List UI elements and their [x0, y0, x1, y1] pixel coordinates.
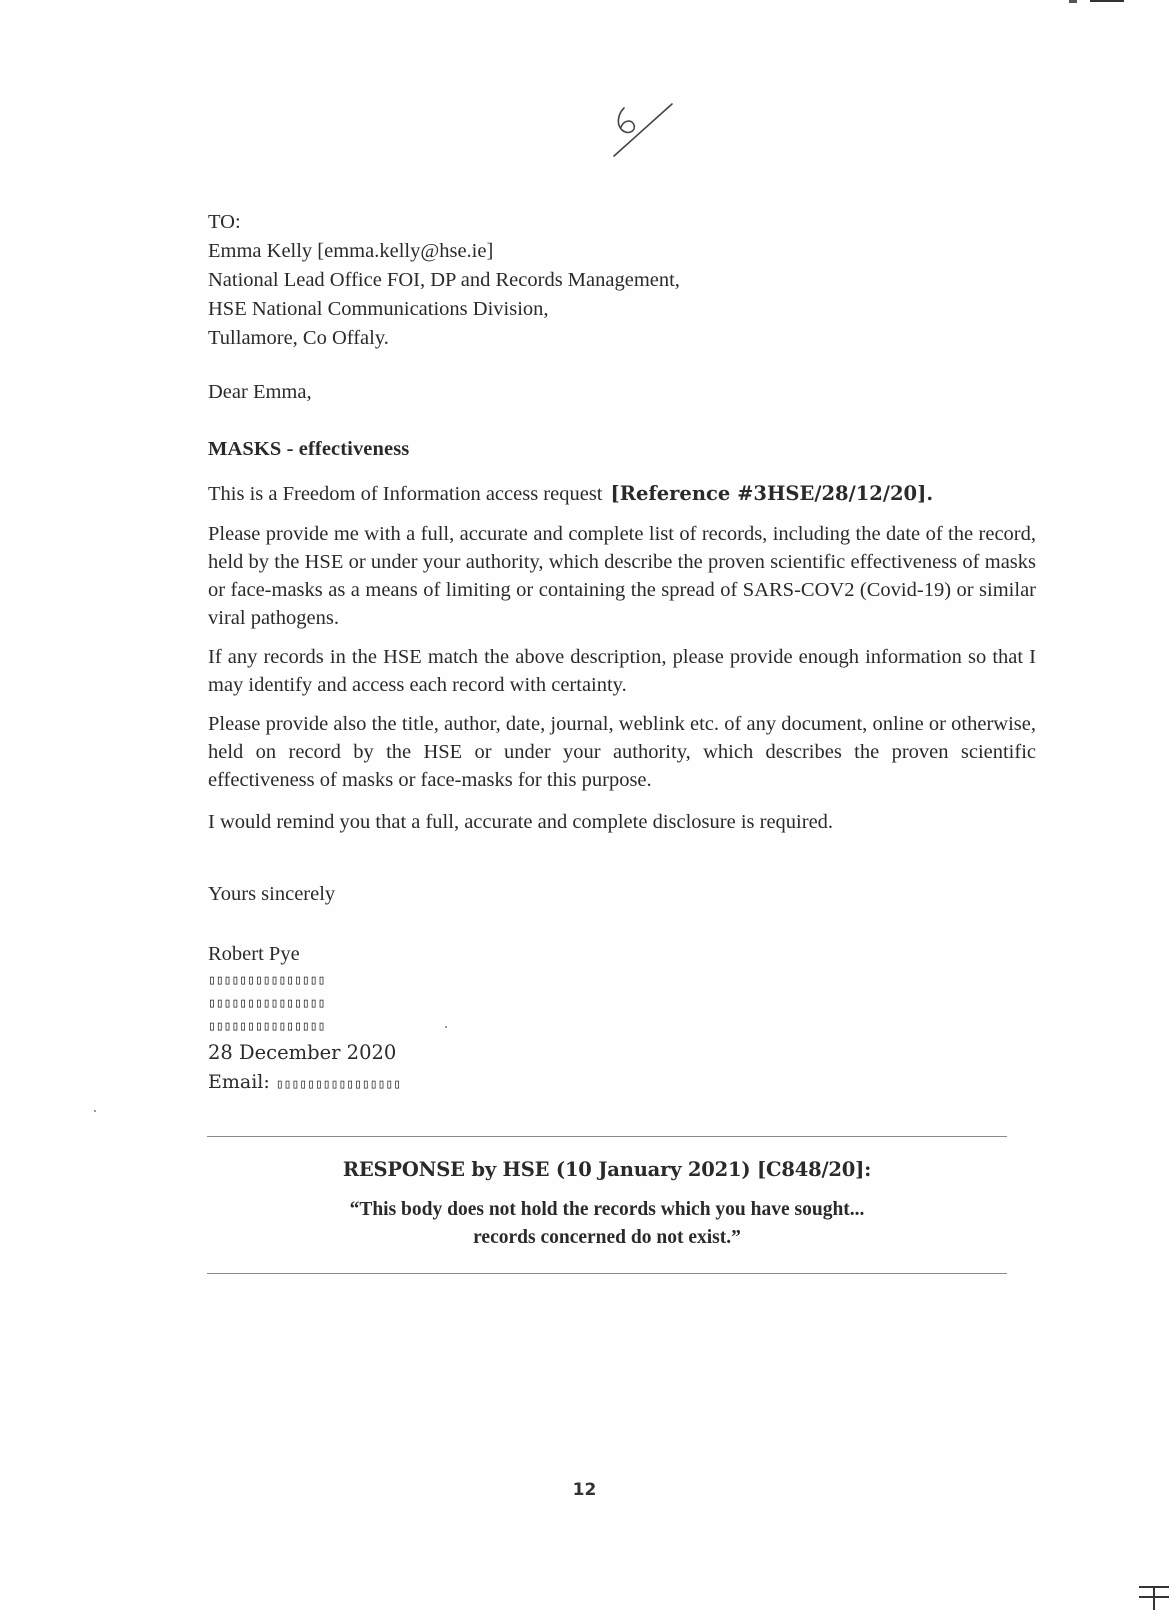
response-divider-bottom	[207, 1273, 1007, 1274]
recipient-address	[208, 208, 1038, 353]
closing-text: Yours sincerely	[208, 883, 336, 905]
disclosure-reminder-paragraph: I would remind you that a full, accurate and complete disclosure is required.	[208, 811, 834, 833]
recipient-location-line: Tullamore, Co Offaly.	[208, 327, 389, 349]
signer-email-line	[208, 1068, 1038, 1099]
response-quote-line-2: records concerned do not exist.”	[473, 1227, 741, 1248]
handwritten-page-mark	[612, 100, 682, 162]
response-quote-line-1: “This body does not hold the records which you have sought...	[349, 1199, 865, 1220]
closing	[208, 880, 1038, 909]
salutation	[208, 378, 1038, 407]
request-intro-text: This is a Freedom of Information access request	[208, 483, 603, 505]
response-quote	[207, 1196, 1007, 1252]
response-divider-top	[207, 1136, 1007, 1137]
redacted-email: ▯▯▯▯▯▯▯▯▯▯▯▯▯▯▯▯	[275, 1077, 402, 1092]
request-intro-paragraph	[208, 480, 1036, 508]
recipient-office-line: National Lead Office FOI, DP and Records Management,	[208, 269, 680, 291]
salutation-text: Dear Emma,	[208, 381, 312, 403]
scan-artifact-bottom	[1139, 1580, 1169, 1610]
redacted-line-2: ▯▯▯▯▯▯▯▯▯▯▯▯▯▯▯	[208, 996, 326, 1011]
letter-date: 28 December 2020	[208, 1041, 397, 1064]
recipient-division-line: HSE National Communications Division,	[208, 298, 549, 320]
recipient-name-line: Emma Kelly [emma.kelly@hse.ie]	[208, 240, 494, 262]
document-details-paragraph: Please provide also the title, author, date, journal, weblink etc. of any document, online or otherwise, held on record by the HSE or under your authority, which describes the proven scientific effectiveness of masks or face-masks for this purpose.	[208, 713, 1036, 791]
to-label: TO:	[208, 211, 241, 233]
redacted-line-3: ▯▯▯▯▯▯▯▯▯▯▯▯▯▯▯	[208, 1019, 326, 1034]
redacted-line-1: ▯▯▯▯▯▯▯▯▯▯▯▯▯▯▯	[208, 973, 326, 988]
page-number: 12	[572, 1480, 597, 1500]
signature-block	[208, 940, 1038, 1099]
reference-number: [Reference #3HSE/28/12/20].	[610, 482, 934, 505]
request-details-paragraph: Please provide me with a full, accurate and complete list of records, including the date of the record, held by the HSE or under your authority, which describe the proven scientific effectiveness of masks or face-masks as a means of limiting or containing the spread of SARS-COV2 (Covid-19) or similar viral pathogens.	[208, 523, 1036, 629]
scan-speck	[94, 1110, 96, 1112]
identification-paragraph: If any records in the HSE match the above description, please provide enough information so that I may identify and access each record with certainty.	[208, 646, 1036, 696]
signer-name: Robert Pye	[208, 943, 300, 965]
response-title: RESPONSE by HSE (10 January 2021) [C848/20]:	[342, 1158, 872, 1181]
scan-artifact-top-dot	[1069, 0, 1077, 3]
subject-heading: MASKS - effectiveness	[208, 438, 410, 460]
email-label: Email:	[208, 1071, 270, 1093]
scan-artifact-top	[1090, 0, 1124, 2]
scan-speck	[445, 1026, 447, 1028]
